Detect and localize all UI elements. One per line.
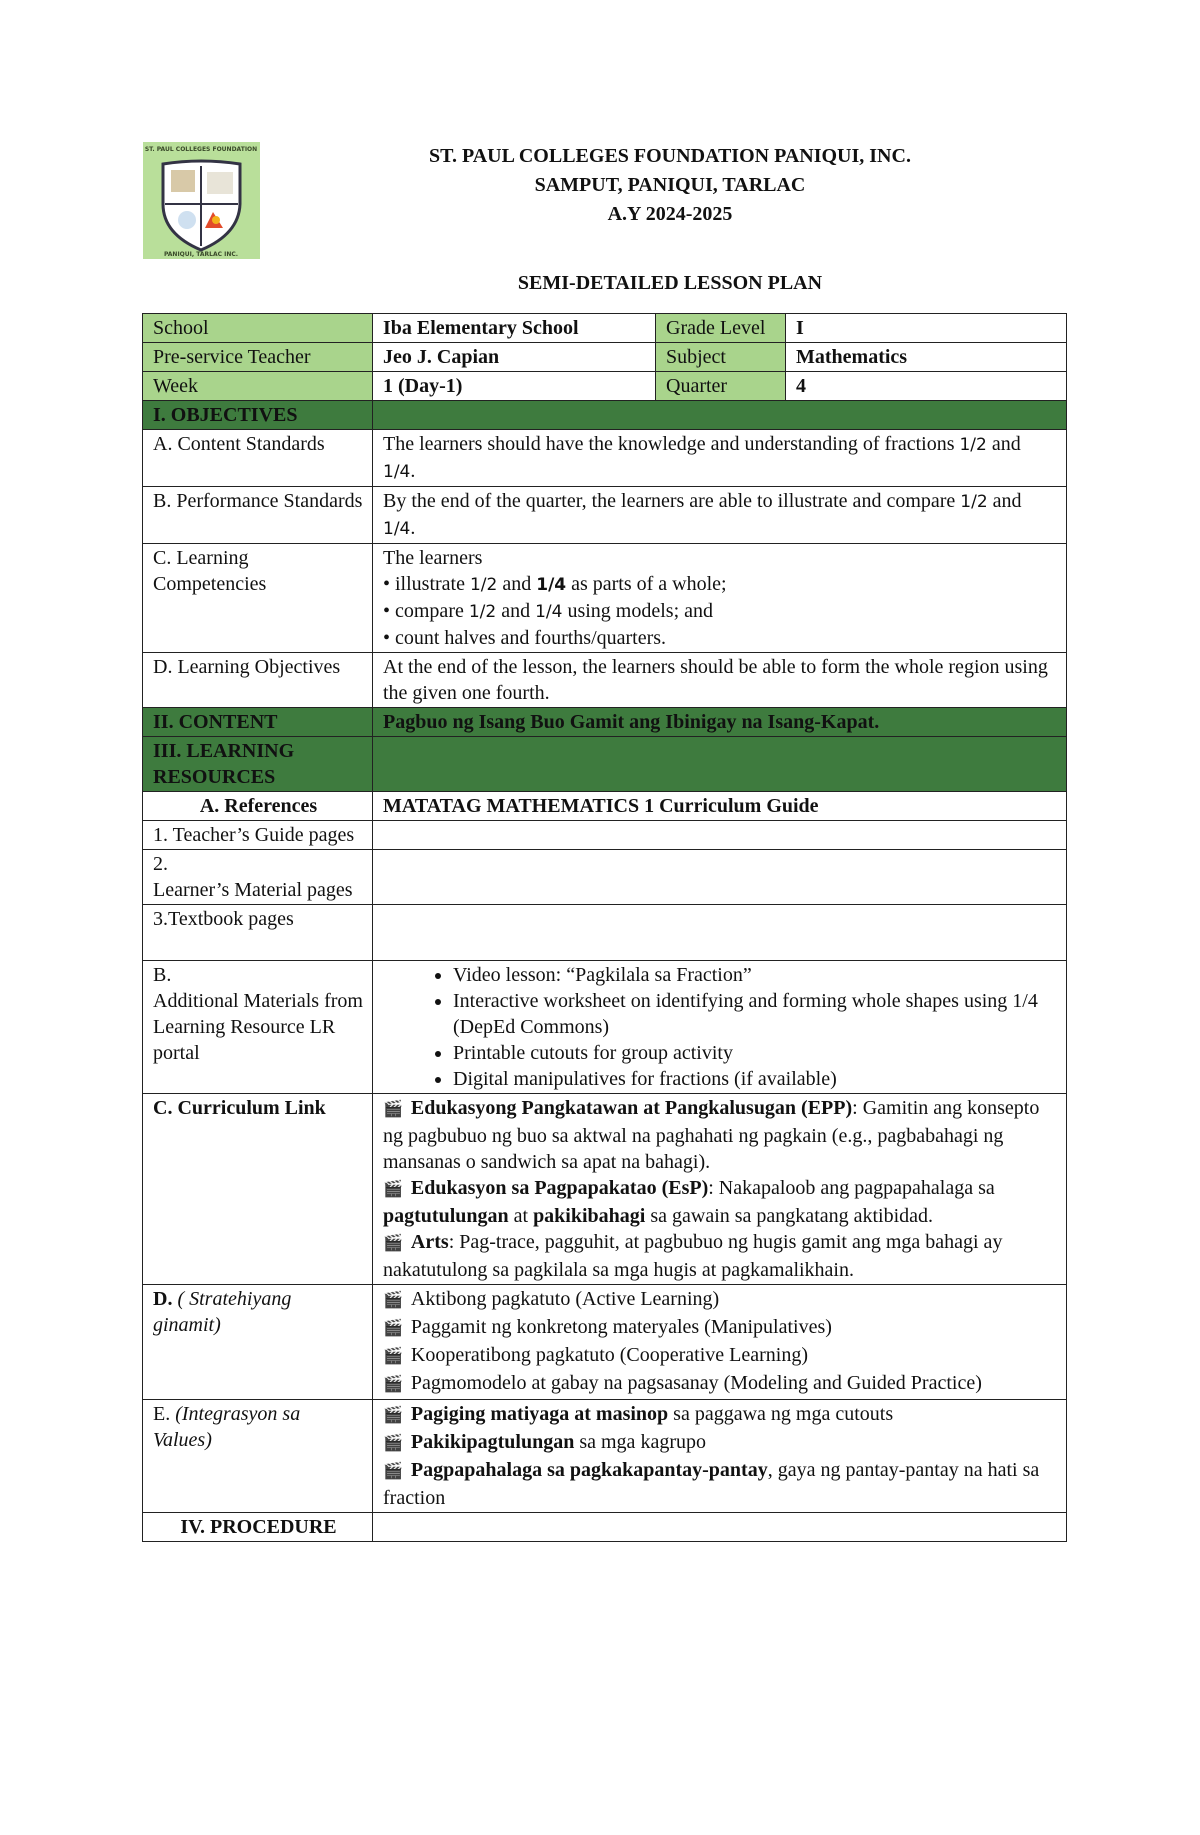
row-procedure xyxy=(143,1513,1067,1542)
clapper-board-icon: 🎬 xyxy=(383,1435,403,1452)
strategy-item xyxy=(383,1286,1058,1314)
fraction-quarter: 1/4 xyxy=(536,575,567,595)
value-text: sa paggawa ng mga cutouts xyxy=(668,1403,894,1425)
values-label-letter: E. xyxy=(153,1403,176,1425)
curriculum-epp xyxy=(383,1095,1058,1175)
fraction-quarter: 1/4 xyxy=(535,602,563,622)
esp-text-3: sa gawain sa pangkatang aktibidad. xyxy=(645,1205,934,1227)
competencies-intro: The learners xyxy=(383,547,483,569)
row-additional-materials xyxy=(143,961,1067,1094)
row-learning-competencies xyxy=(143,544,1067,653)
quarter-label: Quarter xyxy=(656,372,786,401)
section-objectives xyxy=(143,401,1067,430)
objectives-heading: I. OBJECTIVES xyxy=(143,401,373,430)
academic-year: A.Y 2024-2025 xyxy=(607,203,733,225)
logo-text-bottom: PANIQUI, TARLAC INC. xyxy=(163,251,239,258)
school-name: ST. PAUL COLLEGES FOUNDATION PANIQUI, INC. xyxy=(429,145,911,167)
values-label-text: (Integrasyon sa Values) xyxy=(153,1403,301,1451)
learning-resources-fill xyxy=(373,737,1067,792)
content-standards-value: The learners should have the knowledge and understanding of fractions 1/2 and 1/4. xyxy=(373,430,1067,487)
content-heading: II. CONTENT xyxy=(143,708,373,737)
curriculum-link-label: C. Curriculum Link xyxy=(143,1094,373,1285)
lesson-plan-table xyxy=(142,313,1067,1542)
subject-label: Subject xyxy=(656,343,786,372)
procedure-heading: IV. PROCEDURE xyxy=(143,1513,373,1542)
esp-bold-1: pagtutulungan xyxy=(383,1205,509,1227)
value-bold: Pagpapahalaga sa pagkakapantay-pantay xyxy=(410,1459,768,1481)
strategies-value xyxy=(373,1285,1067,1400)
school-label: School xyxy=(143,314,373,343)
teachers-guide-label: 1. Teacher’s Guide pages xyxy=(143,821,373,850)
esp-title: Edukasyon sa Pagpapakatao (EsP) xyxy=(410,1177,709,1199)
objectives-heading-fill xyxy=(373,401,1067,430)
and-word: and xyxy=(502,573,532,595)
row-teachers-guide xyxy=(143,821,1067,850)
and-word: and xyxy=(501,600,531,622)
strategies-label-text: ( Stratehiyang ginamit) xyxy=(153,1288,292,1336)
competency-2 xyxy=(383,598,1058,625)
week-value: 1 (Day-1) xyxy=(373,372,656,401)
grade-value: I xyxy=(786,314,1067,343)
value-item xyxy=(383,1429,1058,1457)
strategy-text: Kooperatibong pagkatuto (Cooperative Learning) xyxy=(410,1344,809,1366)
fraction-half: 1/2 xyxy=(468,602,497,622)
fraction-half: 1/2 xyxy=(959,435,987,455)
competency-3: • count halves and fourths/quarters. xyxy=(383,627,667,649)
learners-material-text: Learner’s Material pages xyxy=(153,879,353,901)
strategy-item xyxy=(383,1314,1058,1342)
subject-value: Mathematics xyxy=(786,343,1067,372)
logo-text-top: ST. PAUL COLLEGES FOUNDATION xyxy=(144,146,258,153)
strategy-text: Pagmomodelo at gabay na pagsasanay (Modeling and Guided Practice) xyxy=(410,1372,982,1394)
clapper-board-icon: 🎬 xyxy=(383,1320,403,1337)
clapper-board-icon: 🎬 xyxy=(383,1235,403,1252)
school-address: SAMPUT, PANIQUI, TARLAC xyxy=(534,174,806,196)
clapper-board-icon: 🎬 xyxy=(383,1181,403,1198)
row-textbook xyxy=(143,905,1067,961)
teachers-guide-value xyxy=(373,821,1067,850)
competency-2-pre: • compare xyxy=(383,600,464,622)
clapper-board-icon: 🎬 xyxy=(383,1101,403,1118)
strategy-text: Paggamit ng konkretong materyales (Manipulatives) xyxy=(410,1316,832,1338)
textbook-label: 3.Textbook pages xyxy=(143,905,373,961)
content-value: Pagbuo ng Isang Buo Gamit ang Ibinigay na Isang-Kapat. xyxy=(373,708,1067,737)
row-learning-objectives xyxy=(143,653,1067,708)
row-strategies xyxy=(143,1285,1067,1400)
esp-text-1: : Nakapaloob ang pagpapahalaga sa xyxy=(708,1177,995,1199)
learning-objectives-value: At the end of the lesson, the learners should be able to form the whole region using the given one fourth. xyxy=(373,653,1067,708)
competency-1-pre: • illustrate xyxy=(383,573,465,595)
value-bold: Pagiging matiyaga at masinop xyxy=(410,1403,669,1425)
shield-crest-icon xyxy=(143,142,260,259)
teacher-label: Pre-service Teacher xyxy=(143,343,373,372)
row-week xyxy=(143,372,1067,401)
value-text: , gaya ng pantay-pantay na hati sa fraction xyxy=(383,1459,1040,1509)
epp-text: : Gamitin ang konsepto ng pagbubuo ng buo sa aktwal na paghahati ng pagkain (e.g., pagbabahagi ng mansanas o sandwich sa apat na bahagi). xyxy=(383,1097,1040,1173)
document-title: SEMI-DETAILED LESSON PLAN xyxy=(517,272,823,294)
row-values xyxy=(143,1400,1067,1513)
additional-materials-text: Additional Materials from Learning Resource LR portal xyxy=(153,990,363,1064)
esp-text-2: at xyxy=(508,1205,534,1227)
value-bold: Pakikipagtulungan xyxy=(410,1431,575,1453)
arts-text: : Pag-trace, pagguhit, at pagbubuo ng hugis gamit ang mga bahagi ay nakatutulong sa pagkilala sa mga hugis at pagkamalikhain. xyxy=(383,1231,1003,1281)
section-learning-resources xyxy=(143,737,1067,792)
values-label xyxy=(143,1400,373,1513)
row-performance-standards xyxy=(143,487,1067,544)
row-learners-material xyxy=(143,850,1067,905)
references-value: MATATAG MATHEMATICS 1 Curriculum Guide xyxy=(373,792,1067,821)
list-item: • Interactive worksheet on identifying and forming whole shapes using 1/4 (DepEd Commons) xyxy=(453,988,1058,1040)
clapper-board-icon: 🎬 xyxy=(383,1376,403,1393)
list-item: • Video lesson: “Pagkilala sa Fraction” xyxy=(453,962,1058,988)
curriculum-arts xyxy=(383,1229,1058,1283)
learning-resources-heading: III. LEARNING RESOURCES xyxy=(143,737,373,792)
esp-bold-2: pakikibahagi xyxy=(533,1205,646,1227)
learners-material-value xyxy=(373,850,1067,905)
curriculum-esp xyxy=(383,1175,1058,1229)
row-teacher xyxy=(143,343,1067,372)
value-item xyxy=(383,1457,1058,1511)
quarter-value: 4 xyxy=(786,372,1067,401)
and-word: and xyxy=(991,433,1021,455)
additional-materials-number: B. xyxy=(153,964,172,986)
list-item: • Printable cutouts for group activity xyxy=(453,1040,1058,1066)
arts-title: Arts xyxy=(410,1231,449,1253)
learners-material-number: 2. xyxy=(153,853,168,875)
content-standards-label: A. Content Standards xyxy=(143,430,373,487)
strategies-label-letter: D. xyxy=(153,1288,173,1310)
procedure-value xyxy=(373,1513,1067,1542)
school-value: Iba Elementary School xyxy=(373,314,656,343)
learning-competencies-value xyxy=(373,544,1067,653)
school-logo xyxy=(143,142,260,259)
fraction-half: 1/2 xyxy=(960,492,988,512)
fraction-quarter: 1/4 xyxy=(383,519,411,539)
document-header xyxy=(300,142,1040,229)
and-word: and xyxy=(992,490,1022,512)
epp-title: Edukasyong Pangkatawan at Pangkalusugan (EPP) xyxy=(410,1097,853,1119)
competency-1 xyxy=(383,571,1058,598)
performance-standards-text: By the end of the quarter, the learners are able to illustrate and compare xyxy=(383,490,956,512)
row-curriculum-link xyxy=(143,1094,1067,1285)
list-item: • Digital manipulatives for fractions (if available) xyxy=(453,1066,1058,1092)
strategies-label xyxy=(143,1285,373,1400)
fraction-half: 1/2 xyxy=(469,575,498,595)
clapper-board-icon: 🎬 xyxy=(383,1407,403,1424)
teacher-value: Jeo J. Capian xyxy=(373,343,656,372)
row-content-standards xyxy=(143,430,1067,487)
additional-materials-list xyxy=(383,962,1058,1092)
additional-materials-value xyxy=(373,961,1067,1094)
competency-1-post: as parts of a whole; xyxy=(571,573,727,595)
clapper-board-icon: 🎬 xyxy=(383,1463,403,1480)
strategy-text: Aktibong pagkatuto (Active Learning) xyxy=(410,1288,720,1310)
clapper-board-icon: 🎬 xyxy=(383,1292,403,1309)
curriculum-link-value xyxy=(373,1094,1067,1285)
value-item xyxy=(383,1401,1058,1429)
grade-label: Grade Level xyxy=(656,314,786,343)
week-label: Week xyxy=(143,372,373,401)
textbook-value xyxy=(373,905,1067,961)
learners-material-label xyxy=(143,850,373,905)
learning-objectives-label: D. Learning Objectives xyxy=(143,653,373,708)
clapper-board-icon: 🎬 xyxy=(383,1348,403,1365)
section-content xyxy=(143,708,1067,737)
learning-competencies-label: C. Learning Competencies xyxy=(143,544,373,653)
fraction-quarter: 1/4 xyxy=(383,462,411,482)
performance-standards-label: B. Performance Standards xyxy=(143,487,373,544)
performance-standards-value: By the end of the quarter, the learners are able to illustrate and compare 1/2 and 1/4. xyxy=(373,487,1067,544)
value-text: sa mga kagrupo xyxy=(574,1431,706,1453)
row-references xyxy=(143,792,1067,821)
strategy-item xyxy=(383,1370,1058,1398)
strategy-item xyxy=(383,1342,1058,1370)
competency-2-post: using models; and xyxy=(567,600,714,622)
references-label: A. References xyxy=(143,792,373,821)
row-school xyxy=(143,314,1067,343)
additional-materials-label xyxy=(143,961,373,1094)
values-value xyxy=(373,1400,1067,1513)
content-standards-text: The learners should have the knowledge and understanding of fractions xyxy=(383,433,955,455)
